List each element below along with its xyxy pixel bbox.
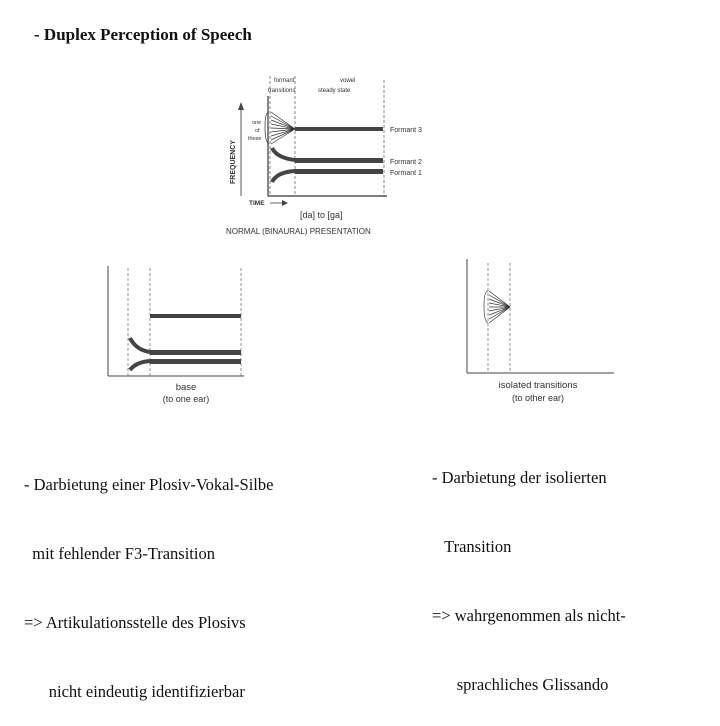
- isolated-sublabel: (to other ear): [511, 393, 565, 403]
- caption-left-line-3: => Artikulationsstelle des Plosivs: [24, 613, 246, 632]
- base-sublabel: (to one ear): [162, 394, 210, 404]
- base-formant2: [150, 350, 241, 355]
- base-f2-transition: [130, 338, 150, 352]
- caption-left-line-2: mit fehlender F3-Transition: [24, 544, 215, 563]
- isolated-label: isolated transitions: [498, 380, 578, 391]
- caption-left-line-4: nicht eindeutig identifizierbar: [24, 682, 245, 701]
- formant-diagram: [222, 72, 444, 240]
- base-formant1: [150, 359, 241, 364]
- f1-transition: [272, 171, 295, 182]
- caption-left: [24, 427, 273, 726]
- base-f1-transition: [130, 361, 150, 370]
- caption-right-line-2: Transition: [432, 537, 512, 556]
- formant2-label: Formant 2: [390, 159, 422, 166]
- base-diagram: [104, 262, 254, 412]
- caption-right-line-1: - Darbietung der isolierten: [432, 468, 607, 487]
- formant1-band: [295, 169, 383, 174]
- formant2-band: [295, 158, 383, 163]
- one-label: one: [252, 120, 262, 126]
- formant3-band: [295, 127, 383, 131]
- of-label: of: [255, 128, 260, 134]
- range-label: [da] to [ga]: [300, 210, 343, 220]
- caption-right: [432, 420, 626, 719]
- y-axis-label: FREQUENCY: [230, 140, 237, 184]
- vowel-label-2: steady state: [318, 88, 351, 94]
- slide-title: - Duplex Perception of Speech: [34, 25, 252, 44]
- these-label: these: [248, 136, 262, 142]
- formant1-label: Formant 1: [390, 170, 422, 177]
- isolated-transition-fan: [489, 291, 510, 323]
- f2-transition: [272, 148, 295, 160]
- caption-right-line-3: => wahrgenommen als nicht-: [432, 606, 626, 625]
- f3-transition-fan: [271, 112, 295, 144]
- vowel-label-1: vowel: [340, 78, 356, 84]
- base-formant3: [150, 314, 241, 318]
- isolated-transitions-diagram: [462, 255, 622, 410]
- base-label: base: [175, 382, 197, 393]
- presentation-label: NORMAL (BINAURAL) PRESENTATION: [226, 227, 371, 236]
- formant-transitions-label-2: transitions: [268, 88, 296, 94]
- formant3-label: Formant 3: [390, 127, 422, 134]
- caption-left-line-1: - Darbietung einer Plosiv-Vokal-Silbe: [24, 475, 274, 494]
- caption-right-line-4: sprachliches Glissando: [432, 675, 609, 694]
- formant-transitions-label-1: formant: [274, 78, 295, 84]
- time-label: TIME: [249, 200, 265, 207]
